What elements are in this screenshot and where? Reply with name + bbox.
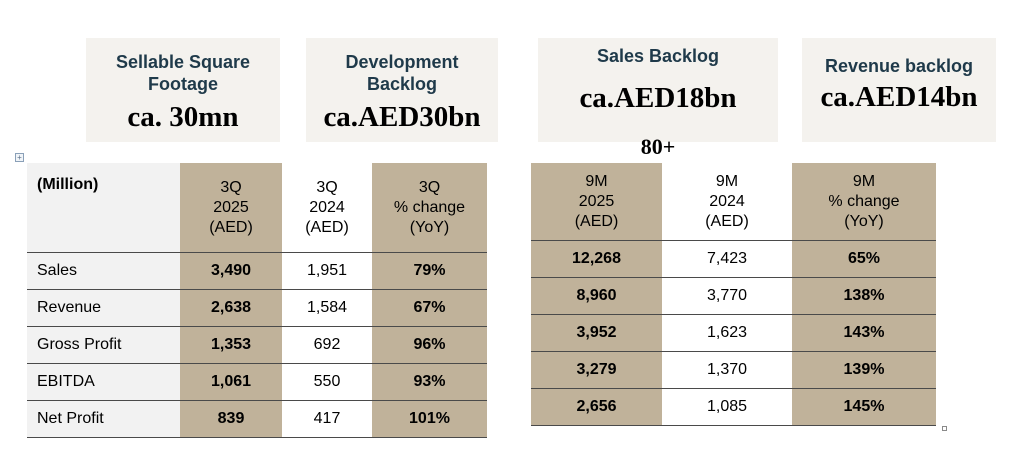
header-line: 2024 <box>709 192 745 210</box>
header-line: (YoY) <box>844 212 884 230</box>
cell-9m-2025: 8,960 <box>531 278 662 315</box>
row-label-header: (Million) <box>27 163 180 253</box>
row-label: Net Profit <box>27 401 180 438</box>
cell-9m-change: 139% <box>792 352 936 389</box>
table-row <box>27 401 487 438</box>
kpi-revenue-backlog <box>802 38 996 142</box>
cell-9m-2025: 3,952 <box>531 315 662 352</box>
cell-3q-2024: 1,584 <box>282 290 372 327</box>
cell-3q-2025: 2,638 <box>180 290 282 327</box>
column-header-9m-change <box>792 163 936 241</box>
kpi-value: ca.AED14bn <box>820 81 978 113</box>
kpi-sellable-square-footage <box>86 38 280 142</box>
row-label: Gross Profit <box>27 327 180 364</box>
header-line: (AED) <box>574 212 619 230</box>
table-row <box>27 253 487 290</box>
kpi-label-line: Revenue backlog <box>824 56 974 76</box>
header-line: (AED) <box>305 218 349 236</box>
column-header-9m-2025 <box>531 163 662 241</box>
cell-3q-2025: 1,353 <box>180 327 282 364</box>
cell-9m-change: 138% <box>792 278 936 315</box>
cell-9m-2024: 3,770 <box>662 278 792 315</box>
cell-3q-2025: 1,061 <box>180 364 282 401</box>
header-line: (YoY) <box>409 218 450 236</box>
kpi-value: ca.AED30bn <box>323 101 481 133</box>
kpi-development-backlog <box>306 38 498 142</box>
cell-9m-change: 65% <box>792 241 936 278</box>
kpi-sales-backlog <box>538 38 778 159</box>
kpi-label-line: Sellable Square <box>115 52 251 72</box>
cell-9m-change: 143% <box>792 315 936 352</box>
cell-3q-2025: 839 <box>180 401 282 438</box>
table-row <box>531 389 936 426</box>
header-line: 9M <box>585 172 608 190</box>
column-header-3q-change <box>372 163 487 253</box>
header-line: 2025 <box>578 192 615 210</box>
table-row <box>531 278 936 315</box>
table-header-row <box>531 163 936 241</box>
column-header-3q-2025 <box>180 163 282 253</box>
resize-handle-icon[interactable] <box>942 426 947 431</box>
table-row <box>27 364 487 401</box>
header-line: 9M <box>715 172 739 190</box>
kpi-label-line: Footage <box>148 74 218 94</box>
cell-3q-2024: 550 <box>282 364 372 401</box>
table-row <box>531 241 936 278</box>
header-line: (AED) <box>705 212 749 230</box>
header-line: (AED) <box>209 218 253 236</box>
header-line: 2024 <box>309 198 345 216</box>
cell-3q-change: 67% <box>372 290 487 327</box>
cell-3q-2024: 692 <box>282 327 372 364</box>
header-line: 3Q <box>220 178 242 196</box>
table-row <box>27 327 487 364</box>
cell-3q-2024: 417 <box>282 401 372 438</box>
cell-9m-2024: 1,085 <box>662 389 792 426</box>
cell-9m-2025: 3,279 <box>531 352 662 389</box>
header-line: 9M <box>852 172 876 190</box>
table-row <box>531 315 936 352</box>
cell-9m-2024: 1,370 <box>662 352 792 389</box>
table-header-row <box>27 163 487 253</box>
kpi-value: ca. 30mn <box>127 101 239 133</box>
column-header-9m-2024 <box>662 163 792 241</box>
cell-3q-change: 101% <box>372 401 487 438</box>
cell-3q-2025: 3,490 <box>180 253 282 290</box>
row-label: Sales <box>27 253 180 290</box>
column-header-3q-2024 <box>282 163 372 253</box>
header-line: % change <box>828 192 900 210</box>
row-label: EBITDA <box>27 364 180 401</box>
header-line: 2025 <box>213 198 249 216</box>
kpi-label-line: Backlog <box>366 74 438 94</box>
table-row <box>27 290 487 327</box>
cell-9m-2025: 12,268 <box>531 241 662 278</box>
cell-9m-2024: 7,423 <box>662 241 792 278</box>
cell-3q-change: 93% <box>372 364 487 401</box>
quarterly-results-table <box>27 163 487 438</box>
nine-month-results-table <box>531 163 936 426</box>
kpi-label-line: Development <box>345 52 459 72</box>
header-line: 3Q <box>418 178 441 196</box>
header-line: % change <box>393 198 466 216</box>
kpi-value: ca.AED18bn <box>579 82 737 114</box>
table-move-icon[interactable]: + <box>15 153 24 162</box>
cell-9m-2025: 2,656 <box>531 389 662 426</box>
cell-9m-change: 145% <box>792 389 936 426</box>
cell-3q-2024: 1,951 <box>282 253 372 290</box>
row-label: Revenue <box>27 290 180 327</box>
header-line: 3Q <box>316 178 338 196</box>
kpi-label-line: Sales Backlog <box>596 46 720 66</box>
cell-3q-change: 96% <box>372 327 487 364</box>
cell-9m-2024: 1,623 <box>662 315 792 352</box>
table-row <box>531 352 936 389</box>
cell-3q-change: 79% <box>372 253 487 290</box>
kpi-clipped-text: 80+ <box>640 134 676 159</box>
